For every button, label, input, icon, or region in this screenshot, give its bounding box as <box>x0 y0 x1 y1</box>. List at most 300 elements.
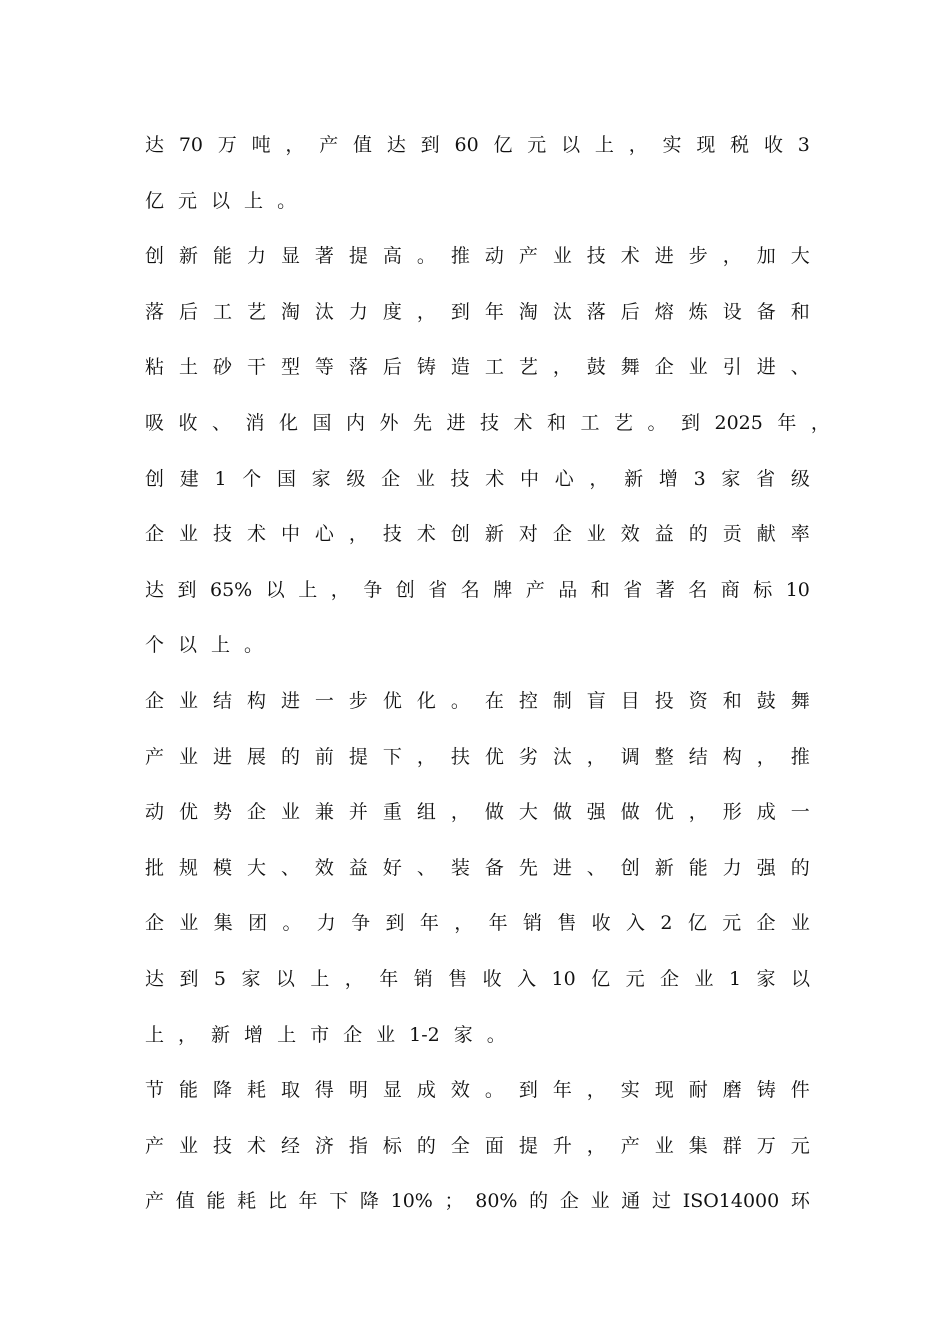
text-token: 1 <box>214 468 227 490</box>
text-token: 级 <box>790 468 810 490</box>
text-token: 资 <box>688 690 708 712</box>
text-token: 做 <box>484 801 504 823</box>
text-token: 家 <box>311 468 331 490</box>
text-token: 以 <box>178 634 198 656</box>
text-token: 入 <box>517 968 537 990</box>
text-token: 亿 <box>687 912 707 934</box>
text-token: 5 <box>213 968 226 990</box>
text-token: 10 <box>551 968 576 990</box>
text-token: 下 <box>382 746 402 768</box>
text-token: 制 <box>552 690 572 712</box>
text-token: 上 <box>594 134 614 156</box>
text-token: 增 <box>658 468 678 490</box>
text-token: 加 <box>756 245 776 267</box>
text-token: 工 <box>580 412 600 434</box>
text-token: 3 <box>797 134 810 156</box>
text-token: 上 <box>244 190 264 212</box>
text-token: 献 <box>756 523 776 545</box>
text-token: 著 <box>655 579 675 601</box>
text-token: 技 <box>480 412 500 434</box>
text-token: 艺 <box>246 301 266 323</box>
text-token: 现 <box>654 1079 674 1101</box>
text-token: 落 <box>348 356 368 378</box>
text-token: 前 <box>314 746 334 768</box>
text-token: 备 <box>756 301 776 323</box>
text-token: 值 <box>353 134 373 156</box>
text-token: 业 <box>178 690 198 712</box>
text-token: 新 <box>624 468 644 490</box>
text-token: 落 <box>145 301 165 323</box>
text-token: 推 <box>450 245 470 267</box>
text-token: ， <box>454 912 474 934</box>
text-token: ， <box>810 412 830 434</box>
text-token: 盲 <box>586 690 606 712</box>
text-token: 济 <box>314 1135 334 1157</box>
text-token: 家 <box>241 968 261 990</box>
text-token: 推 <box>790 746 810 768</box>
text-token: 产 <box>319 134 339 156</box>
text-token: 组 <box>416 801 436 823</box>
text-token: 国 <box>312 412 332 434</box>
text-token: 明 <box>348 1079 368 1101</box>
text-token: 以 <box>265 579 285 601</box>
text-token: 团 <box>248 912 268 934</box>
text-token: 型 <box>280 356 300 378</box>
text-token: 元 <box>527 134 547 156</box>
text-token: 2025 <box>714 412 763 434</box>
text-token: 家 <box>453 1024 473 1046</box>
text-token: 优 <box>484 746 504 768</box>
text-line <box>145 687 810 715</box>
text-token: 和 <box>790 301 810 323</box>
text-token: 干 <box>246 356 266 378</box>
text-token: 的 <box>416 1135 436 1157</box>
text-token: 技 <box>450 468 470 490</box>
text-token: 业 <box>790 912 810 934</box>
text-token: 落 <box>586 301 606 323</box>
text-token: 提 <box>348 245 368 267</box>
text-token: 术 <box>485 468 505 490</box>
text-token: 进 <box>756 356 776 378</box>
text-token: 家 <box>721 468 741 490</box>
text-token: 经 <box>280 1135 300 1157</box>
text-token: 元 <box>625 968 645 990</box>
text-token: 动 <box>484 245 504 267</box>
text-token: 2 <box>660 912 673 934</box>
text-token: 和 <box>547 412 567 434</box>
text-token: 亿 <box>493 134 513 156</box>
text-token: 新 <box>211 1024 231 1046</box>
text-line <box>145 798 810 826</box>
text-token: 达 <box>145 579 165 601</box>
text-token: 取 <box>280 1079 300 1101</box>
text-token: 名 <box>688 579 708 601</box>
text-token: 后 <box>178 301 198 323</box>
text-token: 结 <box>688 746 708 768</box>
text-line <box>145 242 810 270</box>
text-token: 消 <box>245 412 265 434</box>
text-token: 大 <box>246 857 266 879</box>
text-token: 效 <box>620 523 640 545</box>
text-token: 工 <box>484 356 504 378</box>
text-token: 淘 <box>280 301 300 323</box>
text-line <box>145 465 810 493</box>
text-token: 省 <box>428 579 448 601</box>
text-token: 企 <box>552 523 572 545</box>
text-token: 度 <box>382 301 402 323</box>
text-token: 在 <box>484 690 504 712</box>
text-token: 企 <box>145 523 165 545</box>
text-token: 税 <box>730 134 750 156</box>
text-token: 件 <box>790 1079 810 1101</box>
text-token: 业 <box>178 1135 198 1157</box>
text-token: 术 <box>513 412 533 434</box>
text-token: 吨 <box>251 134 271 156</box>
text-token: 优 <box>382 690 402 712</box>
text-token: 提 <box>348 746 368 768</box>
text-token: 能 <box>178 1079 198 1101</box>
text-line <box>145 631 810 659</box>
text-token: 造 <box>450 356 470 378</box>
text-token: 汰 <box>552 746 572 768</box>
text-token: 术 <box>620 245 640 267</box>
text-token: 到 <box>518 1079 538 1101</box>
text-token: 60 <box>454 134 479 156</box>
text-token: 年 <box>777 412 797 434</box>
text-token: 省 <box>756 468 776 490</box>
text-token: 构 <box>246 690 266 712</box>
text-token: 集 <box>213 912 233 934</box>
text-token: 以 <box>211 190 231 212</box>
text-line <box>145 520 810 548</box>
text-token: 做 <box>620 801 640 823</box>
text-token: 粘 <box>145 356 165 378</box>
text-token: ， <box>628 134 648 156</box>
text-token: 劣 <box>518 746 538 768</box>
text-token: 对 <box>518 523 538 545</box>
text-token: 的 <box>688 523 708 545</box>
text-token: 下 <box>329 1190 349 1212</box>
text-token: 到 <box>681 412 701 434</box>
text-token: 技 <box>212 1135 232 1157</box>
text-line <box>145 1187 810 1215</box>
text-token: 全 <box>450 1135 470 1157</box>
text-token: ISO14000 <box>682 1190 780 1212</box>
text-token: 标 <box>753 579 773 601</box>
text-token: ， <box>178 1024 198 1046</box>
text-token: 企 <box>559 1190 579 1212</box>
text-token: 升 <box>552 1135 572 1157</box>
text-token: 模 <box>212 857 232 879</box>
text-token: 销 <box>522 912 542 934</box>
text-token: 个 <box>145 634 165 656</box>
text-token: 年 <box>419 912 439 934</box>
text-token: 熔 <box>654 301 674 323</box>
text-line <box>145 298 810 326</box>
text-token: 能 <box>688 857 708 879</box>
text-token: 土 <box>178 356 198 378</box>
text-token: 好 <box>382 857 402 879</box>
text-token: 以 <box>561 134 581 156</box>
text-token: ， <box>688 801 708 823</box>
text-token: 力 <box>316 912 336 934</box>
text-token: 、 <box>280 857 300 879</box>
text-token: 、 <box>212 412 232 434</box>
text-token: 展 <box>246 746 266 768</box>
text-token: 产 <box>145 1135 165 1157</box>
text-token: 效 <box>450 1079 470 1101</box>
text-token: 化 <box>279 412 299 434</box>
text-token: 能 <box>212 245 232 267</box>
text-token: 10 <box>785 579 810 601</box>
text-token: 年 <box>552 1079 572 1101</box>
text-token: 强 <box>756 857 776 879</box>
text-token: 内 <box>346 412 366 434</box>
text-token: 先 <box>413 412 433 434</box>
text-token: 工 <box>212 301 232 323</box>
text-token: 国 <box>276 468 296 490</box>
text-token: 装 <box>450 857 470 879</box>
text-token: 设 <box>722 301 742 323</box>
text-token: 亿 <box>591 968 611 990</box>
text-token: 一 <box>790 801 810 823</box>
text-token: 吸 <box>145 412 165 434</box>
text-token: 艺 <box>518 356 538 378</box>
text-token: 舞 <box>620 356 640 378</box>
text-token: 面 <box>484 1135 504 1157</box>
text-token: 益 <box>348 857 368 879</box>
text-token: 技 <box>382 523 402 545</box>
text-token: 。 <box>647 412 667 434</box>
text-token: 步 <box>688 245 708 267</box>
text-token: 心 <box>554 468 574 490</box>
text-line <box>145 743 810 771</box>
text-token: 企 <box>145 912 165 934</box>
text-token: 业 <box>376 1024 396 1046</box>
text-token: 比 <box>267 1190 287 1212</box>
text-token: 产 <box>518 245 538 267</box>
text-token: 业 <box>179 912 199 934</box>
text-token: 术 <box>246 523 266 545</box>
text-token: 结 <box>212 690 232 712</box>
text-token: 扶 <box>450 746 470 768</box>
text-token: 整 <box>654 746 674 768</box>
text-token: ， <box>416 301 436 323</box>
text-token: 的 <box>790 857 810 879</box>
text-token: 并 <box>348 801 368 823</box>
text-token: 和 <box>722 690 742 712</box>
text-token: 进 <box>446 412 466 434</box>
text-token: 业 <box>280 801 300 823</box>
text-token: 。 <box>450 690 470 712</box>
text-token: 业 <box>178 523 198 545</box>
text-token: 、 <box>416 857 436 879</box>
text-token: 年 <box>379 968 399 990</box>
text-token: 达 <box>386 134 406 156</box>
text-token: 批 <box>145 857 165 879</box>
text-token: 产 <box>145 746 165 768</box>
text-token: 著 <box>314 245 334 267</box>
text-line <box>145 187 810 215</box>
text-token: 售 <box>448 968 468 990</box>
text-token: 产 <box>145 1190 165 1212</box>
text-token: 万 <box>217 134 237 156</box>
text-token: 新 <box>484 523 504 545</box>
text-token: 降 <box>359 1190 379 1212</box>
text-token: 化 <box>416 690 436 712</box>
text-token: 企 <box>246 801 266 823</box>
text-token: 创 <box>450 523 470 545</box>
text-token: 效 <box>314 857 334 879</box>
text-token: 销 <box>413 968 433 990</box>
text-token: 创 <box>395 579 415 601</box>
text-token: 耗 <box>237 1190 257 1212</box>
text-token: 到 <box>450 301 470 323</box>
text-token: 先 <box>518 857 538 879</box>
text-token: ， <box>756 746 776 768</box>
text-token: 品 <box>558 579 578 601</box>
text-token: 中 <box>519 468 539 490</box>
text-token: 创 <box>145 245 165 267</box>
text-line <box>145 576 810 604</box>
text-token: 争 <box>363 579 383 601</box>
text-token: 。 <box>282 912 302 934</box>
text-token: 鼓 <box>756 690 776 712</box>
text-token: 调 <box>620 746 640 768</box>
text-token: 实 <box>620 1079 640 1101</box>
text-token: 达 <box>145 968 165 990</box>
text-token: 贡 <box>722 523 742 545</box>
text-token: 技 <box>212 523 232 545</box>
text-token: 业 <box>590 1190 610 1212</box>
text-token: 的 <box>280 746 300 768</box>
text-token: 鼓 <box>586 356 606 378</box>
text-token: 后 <box>620 301 640 323</box>
text-token: 益 <box>654 523 674 545</box>
text-token: 业 <box>178 746 198 768</box>
text-token: 形 <box>722 801 742 823</box>
text-token: 达 <box>145 134 165 156</box>
text-token: 势 <box>212 801 232 823</box>
text-token: 外 <box>379 412 399 434</box>
text-token: 新 <box>178 245 198 267</box>
text-token: 标 <box>382 1135 402 1157</box>
text-line <box>145 854 810 882</box>
text-token: 显 <box>382 1079 402 1101</box>
text-token: 到 <box>179 968 199 990</box>
text-token: 产 <box>620 1135 640 1157</box>
text-token: 创 <box>620 857 640 879</box>
text-token: 争 <box>351 912 371 934</box>
text-token: 市 <box>310 1024 330 1046</box>
text-token: 家 <box>756 968 776 990</box>
text-token: 到 <box>177 579 197 601</box>
text-token: 进 <box>280 690 300 712</box>
text-token: 耐 <box>688 1079 708 1101</box>
text-token: 进 <box>654 245 674 267</box>
text-token: 业 <box>552 245 572 267</box>
text-token: 得 <box>314 1079 334 1101</box>
text-token: 年 <box>298 1190 318 1212</box>
text-token: 优 <box>178 801 198 823</box>
text-line <box>145 909 810 937</box>
text-token: 过 <box>651 1190 671 1212</box>
text-token: 术 <box>246 1135 266 1157</box>
text-token: ， <box>589 468 609 490</box>
text-line <box>145 409 830 437</box>
text-token: 业 <box>654 1135 674 1157</box>
text-token: 磨 <box>722 1079 742 1101</box>
text-token: 构 <box>722 746 742 768</box>
text-token: 后 <box>382 356 402 378</box>
text-token: 。 <box>484 1079 504 1101</box>
text-token: 术 <box>416 523 436 545</box>
text-token: 以 <box>275 968 295 990</box>
text-token: 舞 <box>790 690 810 712</box>
text-token: 心 <box>314 523 334 545</box>
text-token: 牌 <box>493 579 513 601</box>
text-token: 降 <box>212 1079 232 1101</box>
text-token: 通 <box>621 1190 641 1212</box>
text-token: 1-2 <box>409 1024 440 1046</box>
text-token: 3 <box>693 468 706 490</box>
text-token: 新 <box>654 857 674 879</box>
text-token: 现 <box>696 134 716 156</box>
text-token: 铸 <box>756 1079 776 1101</box>
text-token: 收 <box>482 968 502 990</box>
text-token: ； <box>444 1190 464 1212</box>
text-token: 环 <box>790 1190 810 1212</box>
text-token: 80% <box>475 1190 518 1212</box>
text-token: 元 <box>722 912 742 934</box>
text-token: ， <box>722 245 742 267</box>
text-token: 做 <box>552 801 572 823</box>
text-token: 上 <box>145 1024 165 1046</box>
text-token: 力 <box>246 245 266 267</box>
text-token: 实 <box>662 134 682 156</box>
text-token: 步 <box>348 690 368 712</box>
text-token: 创 <box>145 468 165 490</box>
text-token: 收 <box>591 912 611 934</box>
text-token: 10% <box>390 1190 433 1212</box>
text-token: 业 <box>586 523 606 545</box>
text-token: 备 <box>484 857 504 879</box>
text-token: 亿 <box>145 190 165 212</box>
text-token: 上 <box>298 579 318 601</box>
text-token: 铸 <box>416 356 436 378</box>
text-token: 产 <box>525 579 545 601</box>
text-token: 商 <box>720 579 740 601</box>
text-token: 中 <box>280 523 300 545</box>
text-token: 名 <box>460 579 480 601</box>
text-token: 年 <box>488 912 508 934</box>
text-token: 收 <box>178 412 198 434</box>
text-token: 企 <box>343 1024 363 1046</box>
text-token: 以 <box>790 968 810 990</box>
text-token: 砂 <box>212 356 232 378</box>
text-token: 大 <box>518 801 538 823</box>
text-token: 业 <box>688 356 708 378</box>
text-token: 投 <box>654 690 674 712</box>
text-token: 淘 <box>518 301 538 323</box>
text-token: 、 <box>586 857 606 879</box>
text-token: 耗 <box>246 1079 266 1101</box>
text-token: 大 <box>790 245 810 267</box>
text-token: 、 <box>790 356 810 378</box>
text-token: 艺 <box>614 412 634 434</box>
text-token: 企 <box>660 968 680 990</box>
text-token: ， <box>330 579 350 601</box>
